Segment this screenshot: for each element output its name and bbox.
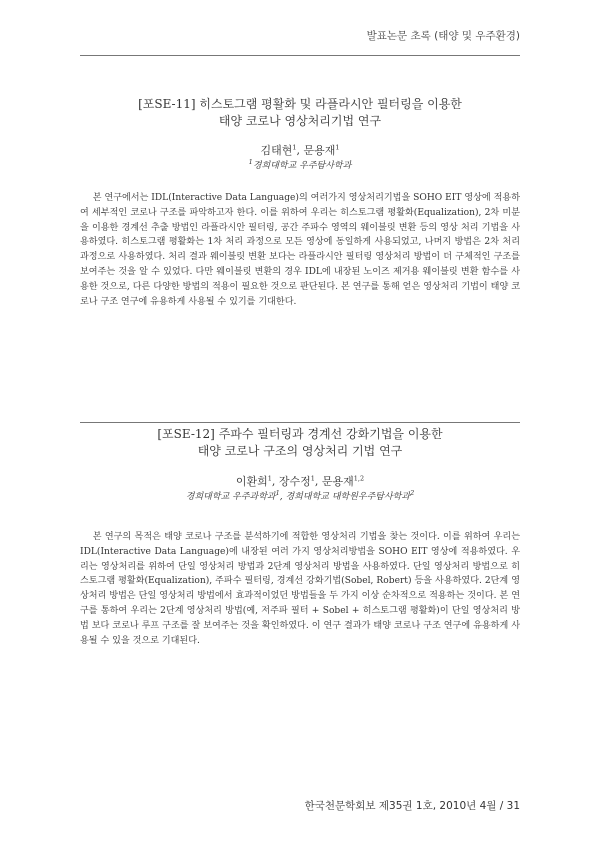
title-line-1: 주파수 필터링과 경계선 강화기법을 이용한 (218, 427, 443, 441)
title-line-2: 태양 코로나 영상처리기법 연구 (218, 114, 382, 128)
affiliation-sup: 2 (410, 489, 415, 497)
author-sup: 1 (335, 143, 340, 152)
author-list: 이환희$^1$, 장수정$^1$, 문용재$^{1,2}$ (235, 474, 365, 488)
affiliation-sup: 1 (248, 158, 253, 166)
affiliation-name: 경희대학교 대학원우주탐사학과 (285, 492, 411, 502)
journal-footer: 한국천문학회보 제35권 1호, 2010년 4월 / 31 (304, 800, 520, 812)
author-sup: 1 (310, 474, 315, 483)
article-code: [포SE-11] (138, 97, 196, 111)
abstract-article-se11 (80, 96, 520, 309)
affiliation-name: 경희대학교 우주탐사학과 (252, 161, 352, 171)
affiliation-name: 경희대학교 우주과학과 (185, 492, 276, 502)
author-name: 장수정 (278, 475, 311, 488)
article-code: [포SE-12] (157, 427, 215, 441)
author-sup: 1 (267, 474, 272, 483)
author-sup: 1,2 (353, 474, 365, 483)
author-name: 문용재 (321, 475, 354, 488)
header-rule (80, 55, 520, 56)
affiliation-list: 경희대학교 우주과학과$^1$, 경희대학교 대학원우주탐사학과$^2$ (185, 489, 415, 502)
abstract-text: 본 연구의 목적은 태양 코로나 구조를 분석하기에 적합한 영상처리 기법을 찾는 것이다. 이를 위하여 우리는 IDL(Interactive Data Language)에 내장된 여러 가지 영상처리방법을 SOHO EIT 영상에 적용하였다. 우리는 영상처리를 위하여 단일 영상처리 방법과 2단계 영상처리 방법을 사용하였다. 단일 영상처리 방법으로 히스토그램 평활화(Equalization), 주파수 필터링, 경계선 강화기법(Sobel, Robert) 등을 사용하였다. 2단계 영상처리 방법은 단일 영상처리 방법에서 효과적이었던 방법들을 두 가지 이상 순차적으로 적용하는 것이다. 본 연구를 통하여 우리는 2단계 영상처리 방법(예, 저주파 필터 + Sobel + 히스토그램 평활화)이 단일 영상처리 방법 보다 코로나 루프 구조를 잘 보여주는 것을 확인하였다. 이 연구 결과가 태양 코로나 구조 연구에 유용하게 사용될 수 있을 것으로 기대된다. (80, 532, 520, 646)
article-title (80, 426, 520, 460)
author-name: 김태현 (260, 144, 293, 157)
title-line-2: 태양 코로나 구조의 영상처리 기법 연구 (197, 444, 403, 458)
article-title (80, 96, 520, 130)
author-sup: 1 (292, 143, 297, 152)
title-line-1: 히스토그램 평활화 및 라플라시안 필터링을 이용한 (199, 97, 462, 111)
affiliation-list (80, 159, 520, 173)
author-name: 이환희 (235, 475, 268, 488)
abstract-article-se12 (80, 420, 520, 648)
author-name: 문용재 (303, 144, 336, 157)
author-list: 김태현$^1$, 문용재$^1$ (260, 143, 340, 157)
affiliation-sup: 1 (275, 489, 280, 497)
running-header: 발표논문 초록 (태양 및 우주환경) (366, 30, 520, 42)
abstract-text: 본 연구에서는 IDL(Interactive Data Language)의 여러가지 영상처리기법을 SOHO EIT 영상에 적용하여 세부적인 코로나 구조를 파악하고자 한다. 이를 위하여 우리는 히스토그램 평활화(Equalization), 2차 미분을 이용한 경계선 추출 방법인 라플라시안 필터링, 공간 주파수 영역의 웨이블릿 변환 등의 영상 처리 기법을 사용하였다. 히스토그램 평활화는 1차 처리 과정으로 모든 영상에 동일하게 사용되었고, 나머지 방법은 2차 처리과정으로 사용하였다. 처리 결과 웨이블릿 변환 보다는 라플라시안 필터링 영상처리 방법이 더 구체적인 구조를 보여주는 것을 알 수 있었다. 다만 웨이블릿 변환의 경우 IDL에 내장된 노이즈 제거용 웨이블릿 변환 함수를 사용한 것으로, 다른 다양한 방법의 적용이 필요한 것으로 판단된다. 본 연구를 통해 얻은 영상처리 기법이 태양 코로나 구조 연구에 유용하게 사용될 수 있기를 기대한다. (80, 193, 520, 307)
